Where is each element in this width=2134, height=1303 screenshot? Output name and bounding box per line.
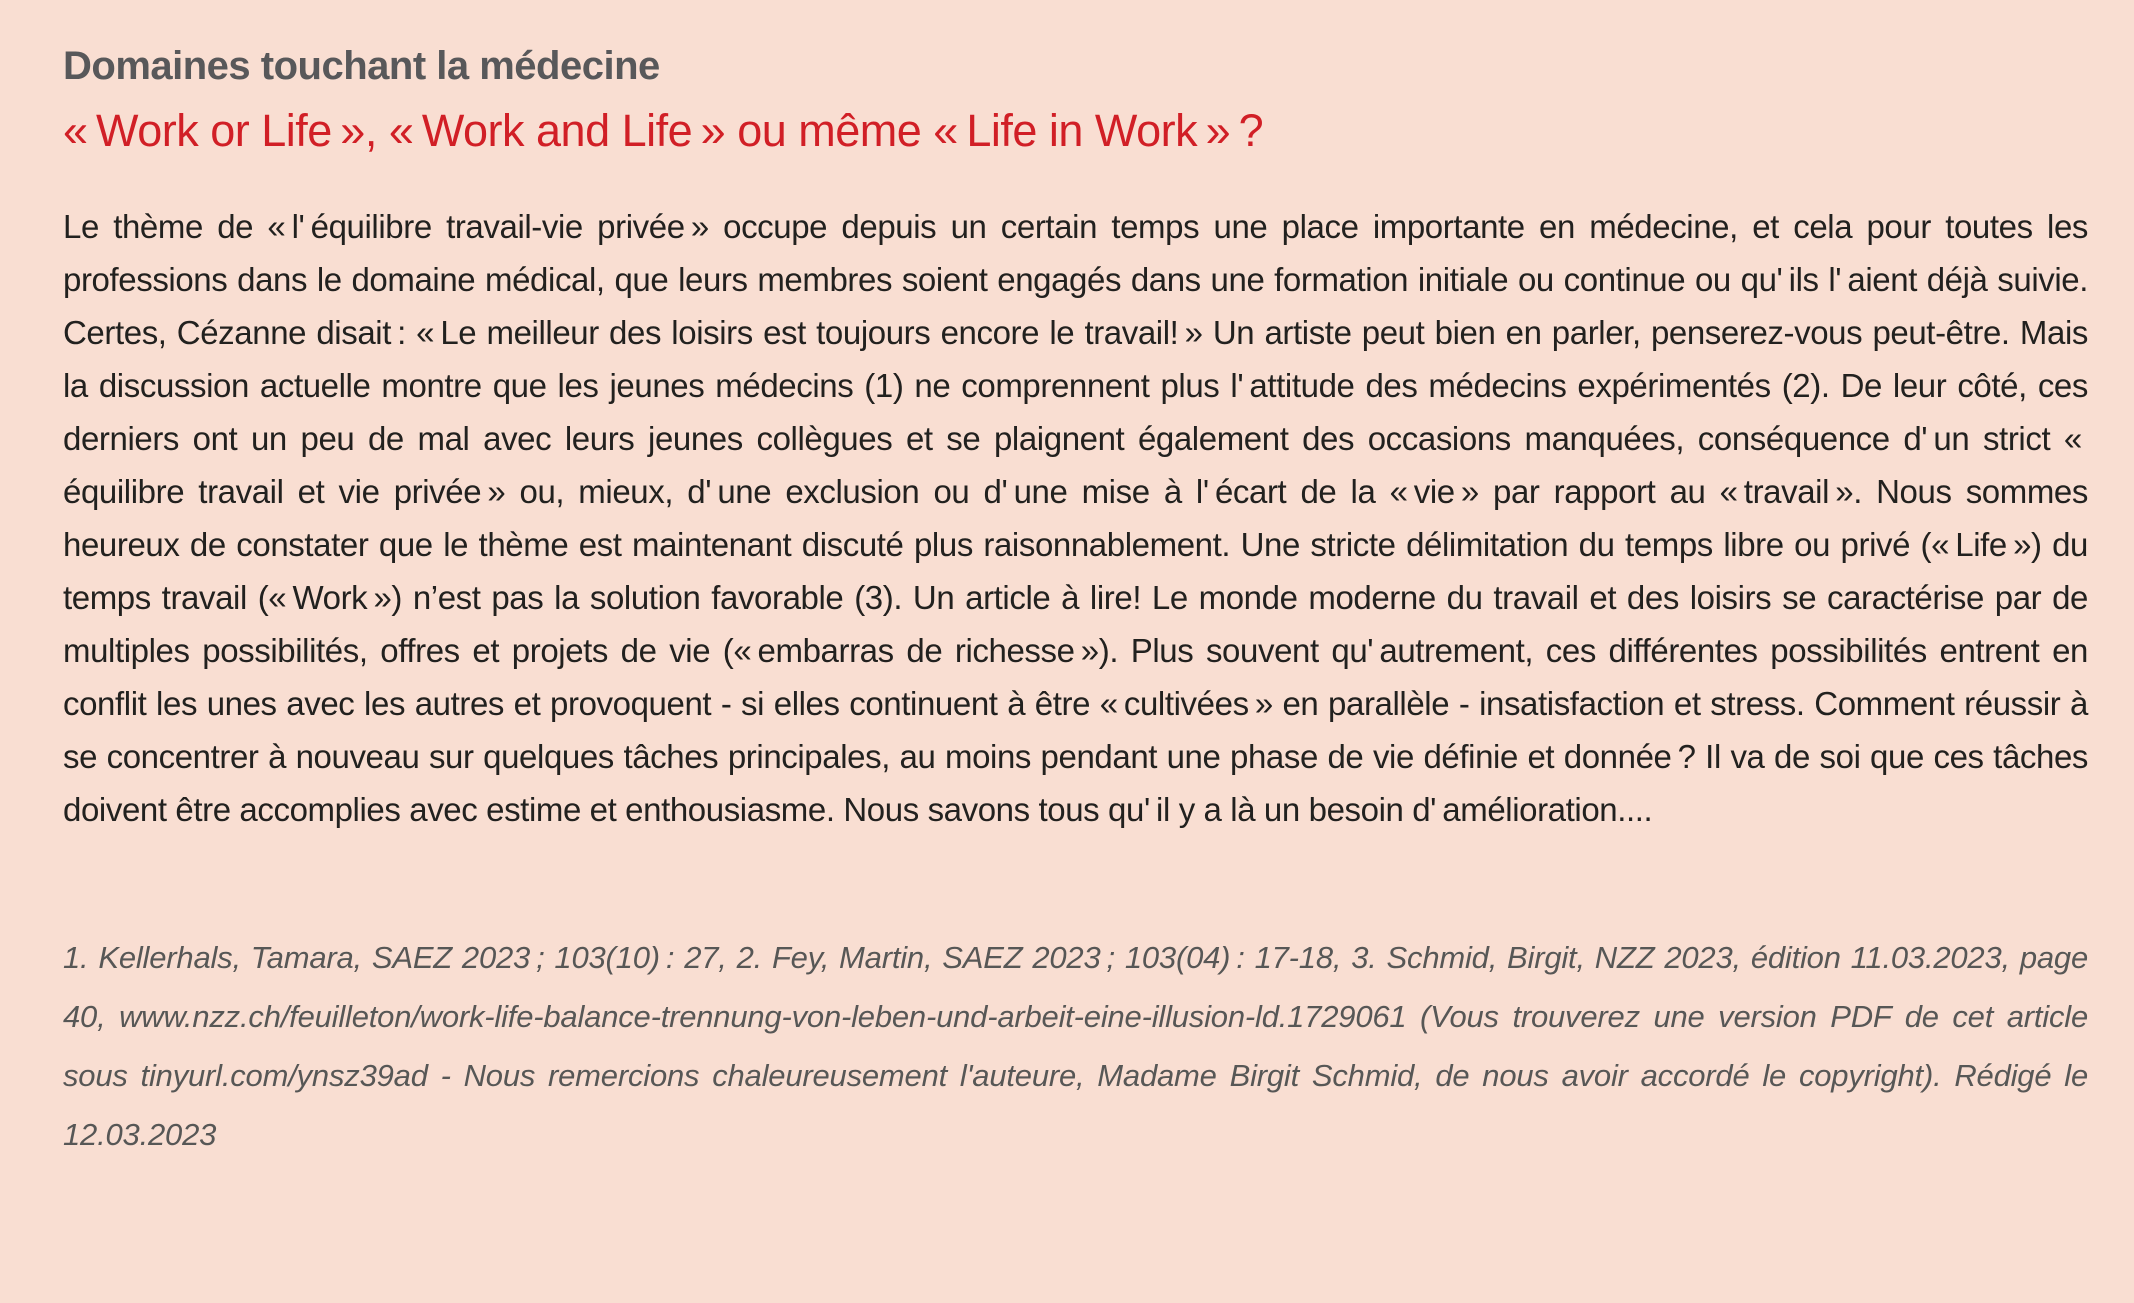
page-title: Domaines touchant la médecine [63, 44, 660, 88]
references-footnote: 1. Kellerhals, Tamara, SAEZ 2023 ; 103(10) : 27, 2. Fey, Martin, SAEZ 2023 ; 103(04) : 17-18, 3. Schmid, Birgit, NZZ 2023, édition 11.03.2023, page 40, www.nzz.ch/feuilleton/work-life-balance-trennung-von-leben-und-arbeit-eine-illusion-ld.1729061 (Vous trouverez une version PDF de cet article sous tinyurl.com/ynsz39ad - Nous remercions chaleureusement l'auteure, Madame Birgit Schmid, de nous avoir accordé le copyright). Rédigé le 12.03.2023 [63, 940, 2088, 1152]
article-body: Le thème de « l' équilibre travail-vie privée » occupe depuis un certain temps une place importante en médecine, et cela pour toutes les professions dans le domaine médical, que leurs membres soient engagés dans une formation initiale ou continue ou qu' ils l' aient déjà suivie. Certes, Cézanne disait : « Le meilleur des loisirs est toujours encore le travail! » Un artiste peut bien en parler, penserez-vous peut-être. Mais la discussion actuelle montre que les jeunes médecins (1) ne comprennent plus l' attitude des médecins expérimentés (2). De leur côté, ces derniers ont un peu de mal avec leurs jeunes collègues et se plaignent également des occasions manquées, conséquence d' un strict « équilibre travail et vie privée » ou, mieux, d' une exclusion ou d' une mise à l' écart de la « vie » par rapport au « travail ». Nous sommes heureux de constater que le thème est maintenant discuté plus raisonnablement. Une stricte délimitation du temps libre ou privé (« Life ») du temps travail (« Work ») n’est pas la solution favorable (3). Un article à lire! Le monde moderne du travail et des loisirs se caractérise par de multiples possibilités, offres et projets de vie (« embarras de richesse »). Plus souvent qu' autrement, ces différentes possibilités entrent en conflit les unes avec les autres et provoquent - si elles continuent à être « cultivées » en parallèle - insatisfaction et stress. Comment réussir à se concentrer à nouveau sur quelques tâches principales, au moins pendant une phase de vie définie et donnée ? Il va de soi que ces tâches doivent être accomplies avec estime et enthousiasme. Nous savons tous qu' il y a là un besoin d' amélioration.... [63, 208, 2088, 828]
page-subtitle: « Work or Life », « Work and Life » ou même « Life in Work » ? [63, 105, 1264, 156]
